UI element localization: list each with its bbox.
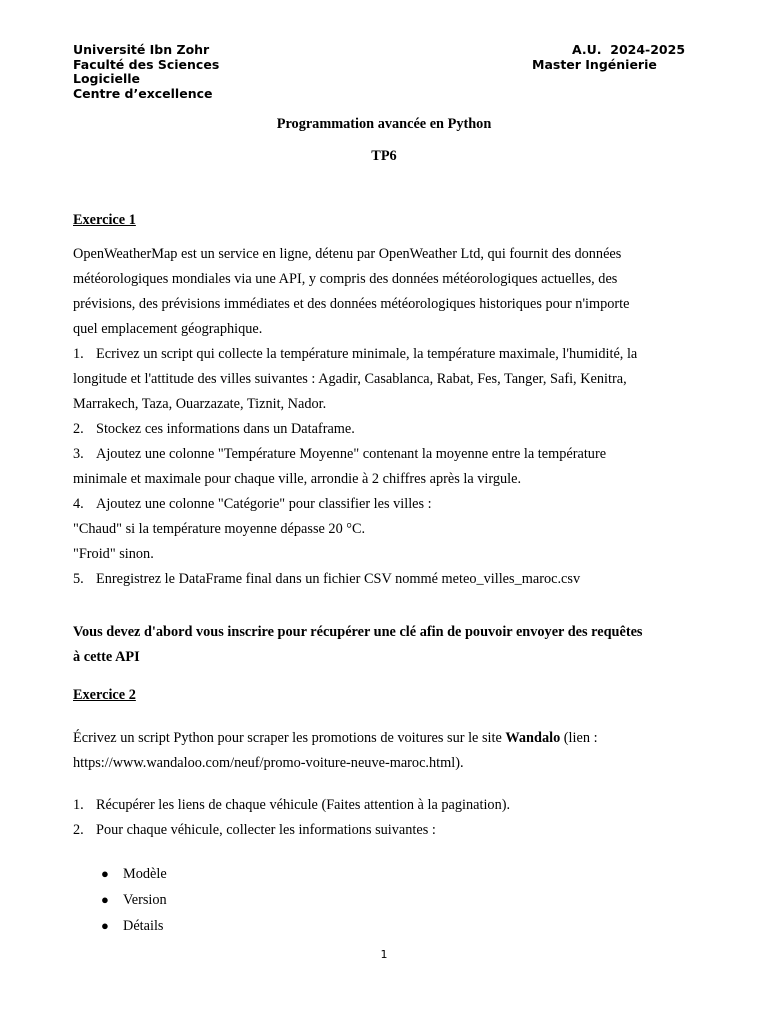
task-number: 2. bbox=[73, 421, 84, 437]
list-item-label: Détails bbox=[123, 918, 164, 934]
task-1 bbox=[73, 793, 713, 818]
intro-text: (lien : bbox=[560, 730, 598, 746]
year-header bbox=[532, 43, 692, 72]
intro-line: prévisions, des prévisions immédiates et des données météorologiques historiques pour n'importe bbox=[73, 296, 630, 312]
list-item bbox=[101, 887, 167, 913]
list-item bbox=[101, 861, 167, 887]
task-number: 1. bbox=[73, 346, 84, 362]
master-program: Master Ingénierie bbox=[532, 56, 657, 72]
program-continuation: Logicielle bbox=[73, 71, 141, 86]
intro-line: quel emplacement géographique. bbox=[73, 321, 263, 337]
faculty-name: Faculté des Sciences bbox=[73, 56, 220, 72]
university-name: Université Ibn Zohr bbox=[73, 42, 210, 57]
task-2 bbox=[73, 417, 713, 442]
api-note bbox=[73, 620, 713, 670]
task-3-continuation: minimale et maximale pour chaque ville, arrondie à 2 chiffres après la virgule. bbox=[73, 471, 522, 487]
task-number: 5. bbox=[73, 571, 84, 587]
list-item-label: Version bbox=[123, 892, 167, 908]
task-1-continuation: Marrakech, Taza, Ouarzazate, Tiznit, Nador. bbox=[73, 396, 327, 412]
exercise2-intro bbox=[73, 726, 713, 776]
task-number: 1. bbox=[73, 797, 84, 813]
task-1-continuation: longitude et l'attitude des villes suivantes : Agadir, Casablanca, Rabat, Fes, Tanger, Safi, Kenitra, bbox=[73, 371, 627, 387]
bullet-icon: ● bbox=[101, 866, 109, 881]
center-name: Centre d’excellence bbox=[73, 85, 213, 101]
task-text: Ecrivez un script qui collecte la température minimale, la température maximale, l'humidité, la bbox=[96, 346, 638, 362]
task-4 bbox=[73, 492, 713, 517]
task-3 bbox=[73, 442, 713, 467]
page-number: 1 bbox=[380, 948, 388, 961]
exercise1-body bbox=[73, 242, 713, 592]
task-1 bbox=[73, 342, 713, 367]
site-url: https://www.wandaloo.com/neuf/promo-voiture-neuve-maroc.html). bbox=[73, 755, 464, 771]
task-5 bbox=[73, 567, 713, 592]
note-line: Vous devez d'abord vous inscrire pour récupérer une clé afin de pouvoir envoyer des requêtes bbox=[73, 624, 643, 640]
course-title: Programmation avancée en Python bbox=[276, 116, 492, 132]
task-number: 3. bbox=[73, 446, 84, 462]
list-item bbox=[101, 913, 167, 939]
intro-line: OpenWeatherMap est un service en ligne, détenu par OpenWeather Ltd, qui fournit des données bbox=[73, 246, 622, 262]
exercise2-tasks bbox=[73, 793, 713, 843]
category-chaud: "Chaud" si la température moyenne dépasse 20 °C. bbox=[73, 521, 366, 537]
task-number: 4. bbox=[73, 496, 84, 512]
intro-line bbox=[73, 726, 713, 751]
task-text: Enregistrez le DataFrame final dans un fichier CSV nommé meteo_villes_maroc.csv bbox=[96, 571, 581, 587]
note-line: à cette API bbox=[73, 649, 140, 665]
task-text: Ajoutez une colonne "Température Moyenne" contenant la moyenne entre la température bbox=[96, 446, 607, 462]
bullet-icon: ● bbox=[101, 892, 109, 907]
task-text: Ajoutez une colonne "Catégorie" pour classifier les villes : bbox=[96, 496, 432, 512]
academic-year: A.U. 2024-2025 bbox=[572, 42, 686, 57]
site-name: Wandalo bbox=[505, 730, 561, 746]
task-text: Récupérer les liens de chaque véhicule (Faites attention à la pagination). bbox=[96, 797, 511, 813]
tp-title: TP6 bbox=[371, 148, 397, 164]
intro-line: météorologiques mondiales via une API, y compris des données météorologiques actuelles, des bbox=[73, 271, 618, 287]
category-froid: "Froid" sinon. bbox=[73, 546, 154, 562]
task-number: 2. bbox=[73, 822, 84, 838]
exercise2-heading: Exercice 2 bbox=[73, 687, 136, 703]
task-text: Stockez ces informations dans un Dataframe. bbox=[96, 421, 355, 437]
institution-header bbox=[73, 43, 219, 101]
intro-text: Écrivez un script Python pour scraper les promotions de voitures sur le site bbox=[73, 730, 506, 746]
task-text: Pour chaque véhicule, collecter les informations suivantes : bbox=[96, 822, 436, 838]
exercise1-heading: Exercice 1 bbox=[73, 212, 136, 228]
bullet-icon: ● bbox=[101, 918, 109, 933]
vehicle-fields-list bbox=[101, 861, 167, 939]
list-item-label: Modèle bbox=[123, 866, 167, 882]
task-2 bbox=[73, 818, 713, 843]
